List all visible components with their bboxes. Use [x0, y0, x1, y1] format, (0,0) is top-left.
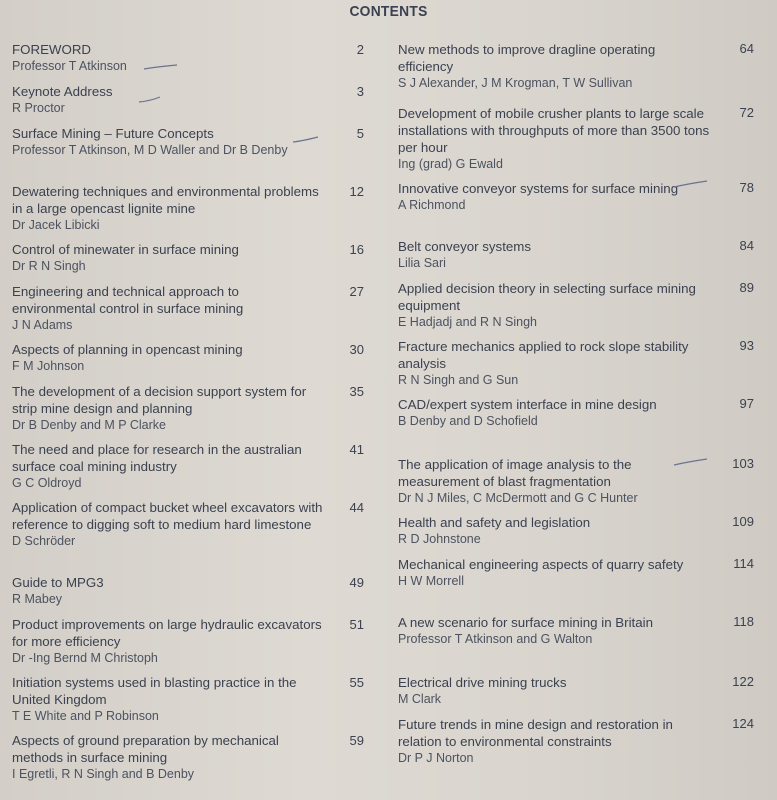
entry-authors: R N Singh and G Sun — [398, 373, 519, 387]
entry-title: Initiation systems used in blasting practice in the United Kingdom — [12, 675, 297, 707]
entry-page: 103 — [732, 456, 754, 471]
entry-authors: Professor T Atkinson and G Walton — [398, 632, 593, 646]
pencil-check-mark-icon — [673, 180, 709, 188]
entry-authors: R D Johnstone — [398, 532, 481, 546]
toc-entry-keynote[interactable] — [12, 83, 370, 125]
entry-authors: R Proctor — [12, 101, 65, 115]
entry-page: 114 — [733, 556, 754, 571]
entry-page: 55 — [349, 675, 364, 690]
toc-entry-decision-theory[interactable] — [398, 280, 758, 338]
entry-page: 41 — [349, 442, 364, 457]
entry-authors: Dr B Denby and M P Clarke — [12, 418, 166, 432]
entry-authors: M Clark — [398, 692, 442, 706]
entry-page: 84 — [739, 238, 754, 253]
entry-page: 118 — [733, 614, 754, 629]
toc-entry-hydraulic-excavators[interactable] — [12, 616, 370, 674]
pencil-check-mark-icon — [138, 96, 174, 104]
entry-page: 122 — [732, 674, 754, 689]
toc-entry-belt-conveyor[interactable] — [398, 238, 758, 280]
entry-title: Control of minewater in surface mining — [12, 242, 239, 257]
entry-page: 30 — [349, 342, 364, 357]
entry-title: Development of mobile crusher plants to large scale installations with throughputs of more than 3500 tons per hour — [398, 106, 710, 155]
entry-title: Electrical drive mining trucks — [398, 675, 567, 690]
entry-title: Surface Mining – Future Concepts — [12, 126, 214, 141]
entry-authors: F M Johnson — [12, 359, 85, 373]
toc-entry-decision-support[interactable] — [12, 383, 370, 441]
entry-authors: S J Alexander, J M Krogman, T W Sullivan — [398, 76, 633, 90]
entry-title: Future trends in mine design and restoration in relation to environmental constraints — [398, 717, 673, 749]
entry-title: Applied decision theory in selecting surface mining equipment — [398, 281, 696, 313]
entry-authors: J N Adams — [12, 318, 73, 332]
entry-title: Mechanical engineering aspects of quarry safety — [398, 557, 684, 572]
entry-title: CAD/expert system interface in mine design — [398, 397, 657, 412]
entry-page: 124 — [732, 716, 754, 731]
entry-page: 51 — [349, 617, 364, 632]
entry-title: Guide to MPG3 — [12, 575, 104, 590]
entry-authors: R Mabey — [12, 592, 63, 606]
pencil-check-mark-icon — [292, 136, 328, 144]
toc-entry-minewater[interactable] — [12, 241, 370, 283]
entry-title: The need and place for research in the australian surface coal mining industry — [12, 442, 302, 474]
entry-page: 35 — [349, 384, 364, 399]
entry-page: 64 — [739, 41, 754, 56]
toc-entry-planning[interactable] — [12, 341, 370, 383]
entry-title: FOREWORD — [12, 42, 92, 57]
toc-entry-fracture-mechanics[interactable] — [398, 338, 758, 396]
toc-entry-foreword[interactable] — [12, 41, 370, 83]
entry-title: The development of a decision support system for strip mine design and planning — [12, 384, 307, 416]
toc-entry-initiation-systems[interactable] — [12, 674, 370, 732]
toc-entry-future-concepts[interactable] — [12, 125, 370, 183]
entry-page: 78 — [739, 180, 754, 195]
toc-entry-australian-research[interactable] — [12, 441, 370, 499]
entry-page: 109 — [732, 514, 754, 529]
entry-title: A new scenario for surface mining in Britain — [398, 615, 653, 630]
entry-authors: H W Morrell — [398, 574, 464, 588]
page-title: CONTENTS — [349, 3, 428, 20]
entry-title: Belt conveyor systems — [398, 239, 532, 254]
entry-authors: T E White and P Robinson — [12, 709, 159, 723]
entry-authors: Professor T Atkinson — [12, 59, 127, 73]
entry-page: 44 — [349, 500, 364, 515]
entry-authors: Dr P J Norton — [398, 751, 474, 765]
entry-authors: Dr R N Singh — [12, 259, 86, 273]
entry-page: 72 — [739, 105, 754, 120]
entry-authors: Professor T Atkinson, M D Waller and Dr B Denby — [12, 143, 288, 157]
entry-authors: Lilia Sari — [398, 256, 446, 270]
entry-page: 97 — [739, 396, 754, 411]
entry-title: Keynote Address — [12, 84, 113, 99]
entry-title: New methods to improve dragline operating efficiency — [398, 42, 656, 74]
entry-authors: E Hadjadj and R N Singh — [398, 315, 537, 329]
entry-page: 16 — [349, 242, 364, 257]
toc-entry-dewatering[interactable] — [12, 183, 370, 241]
entry-page: 5 — [356, 126, 364, 141]
entry-authors: Ing (grad) G Ewald — [398, 157, 503, 171]
entry-authors: B Denby and D Schofield — [398, 414, 538, 428]
toc-entry-cad-expert[interactable] — [398, 396, 758, 456]
toc-entry-quarry-safety[interactable] — [398, 556, 758, 614]
entry-authors: Dr -Ing Bernd M Christoph — [12, 651, 158, 665]
entry-page: 93 — [739, 338, 754, 353]
entry-page: 59 — [349, 733, 364, 748]
toc-entry-electrical-trucks[interactable] — [398, 674, 758, 716]
toc-entry-bucket-wheel[interactable] — [12, 499, 370, 574]
entry-authors: D Schröder — [12, 534, 76, 548]
entry-title: The application of image analysis to the measurement of blast fragmentation — [398, 457, 632, 489]
toc-entry-future-trends[interactable] — [398, 716, 758, 776]
entry-authors: Dr Jacek Libicki — [12, 218, 100, 232]
pencil-check-mark-icon — [143, 63, 179, 71]
entry-page: 49 — [349, 575, 364, 590]
entry-title: Aspects of planning in opencast mining — [12, 342, 243, 357]
contents-left-column — [12, 41, 370, 782]
entry-authors: I Egretli, R N Singh and B Denby — [12, 767, 195, 781]
entry-page: 27 — [349, 284, 364, 299]
entry-title: Innovative conveyor systems for surface mining — [398, 181, 679, 196]
entry-page: 3 — [356, 84, 364, 99]
toc-entry-ground-preparation[interactable] — [12, 732, 370, 782]
entry-page: 2 — [356, 42, 364, 57]
contents-right-column — [398, 41, 758, 776]
entry-title: Fracture mechanics applied to rock slope stability analysis — [398, 339, 689, 371]
entry-title: Product improvements on large hydraulic excavators for more efficiency — [12, 617, 322, 649]
entry-title: Dewatering techniques and environmental problems in a large opencast lignite mine — [12, 184, 319, 216]
toc-entry-innovative-conveyor[interactable] — [398, 180, 758, 238]
entry-title: Engineering and technical approach to environmental control in surface mining — [12, 284, 244, 316]
entry-title: Application of compact bucket wheel excavators with reference to digging soft to medium hard limestone — [12, 500, 323, 532]
toc-entry-mobile-crusher[interactable] — [398, 105, 758, 180]
toc-entry-dragline[interactable] — [398, 41, 758, 105]
toc-entry-new-scenario[interactable] — [398, 614, 758, 674]
entry-title: Aspects of ground preparation by mechanical methods in surface mining — [12, 733, 279, 765]
toc-entry-health-safety[interactable] — [398, 514, 758, 556]
entry-page: 12 — [349, 184, 364, 199]
toc-entry-environmental-control[interactable] — [12, 283, 370, 341]
pencil-check-mark-icon — [673, 458, 709, 466]
entry-page: 89 — [739, 280, 754, 295]
entry-authors: Dr N J Miles, C McDermott and G C Hunter — [398, 491, 638, 505]
entry-authors: G C Oldroyd — [12, 476, 82, 490]
toc-entry-mpg3[interactable] — [12, 574, 370, 616]
entry-authors: A Richmond — [398, 198, 466, 212]
entry-title: Health and safety and legislation — [398, 515, 591, 530]
